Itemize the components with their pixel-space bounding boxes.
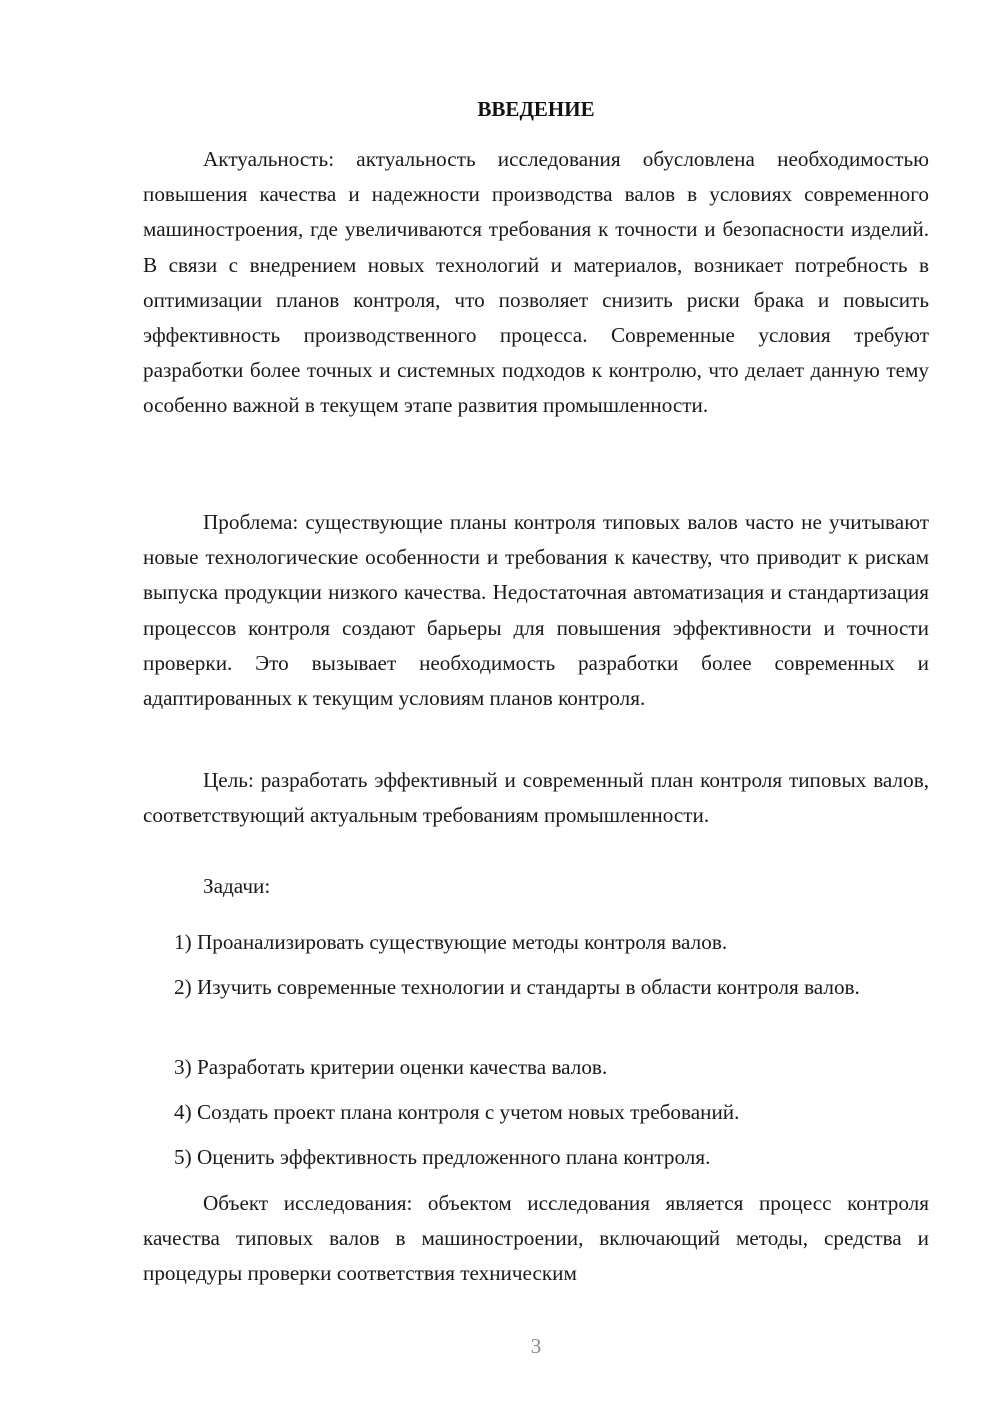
relevance-paragraph: Актуальность: актуальность исследования обусловлена необходимостью повышения качества и надежности производства валов в условиях современного машиностроения, где увеличиваются требования к точности и безопасности изделий. В связи с внедрением новых технологий и материалов, возникает потребность в оптимизации планов контроля, что позволяет снизить риски брака и повысить эффективность производственного процесса. Современные условия требуют разработки более точных и системных подходов к контролю, что делает данную тему особенно важной в текущем этапе развития промышленности.	[143, 147, 929, 418]
task-block-3	[143, 1050, 929, 1085]
problem-paragraph: Проблема: существующие планы контроля типовых валов часто не учитывают новые технологические особенности и требования к качеству, что приводит к рискам выпуска продукции низкого качества. Недостаточная автоматизация и стандартизация процессов контроля создают барьеры для повышения эффективности и точности проверки. Это вызывает необходимость разработки более современных и адаптированных к текущим условиям планов контроля.	[143, 510, 929, 711]
object-block	[143, 1186, 929, 1292]
relevance-block	[143, 142, 929, 424]
task-item-3: 3) Разработать критерии оценки качества валов.	[174, 1055, 608, 1079]
task-block-4	[143, 1095, 929, 1130]
tasks-label: Задачи:	[203, 874, 271, 898]
problem-block	[143, 505, 929, 716]
task-item-2: 2) Изучить современные технологии и стандарты в области контроля валов.	[174, 975, 860, 999]
page-number: 3	[530, 1334, 542, 1358]
task-block-2	[143, 970, 929, 1005]
goal-paragraph: Цель: разработать эффективный и современный план контроля типовых валов, соответствующий актуальным требованиям промышленности.	[143, 768, 929, 828]
task-item-5: 5) Оценить эффективность предложенного плана контроля.	[174, 1145, 711, 1169]
tasks-label-block	[143, 869, 929, 904]
task-block-5	[143, 1140, 929, 1175]
object-paragraph: Объект исследования: объектом исследования является процесс контроля качества типовых валов в машиностроении, включающий методы, средства и процедуры проверки соответствия техническим	[143, 1191, 929, 1286]
section-heading: ВВЕДЕНИЕ	[477, 97, 595, 121]
task-item-4: 4) Создать проект плана контроля с учетом новых требований.	[174, 1100, 740, 1124]
task-item-1: 1) Проанализировать существующие методы контроля валов.	[174, 930, 728, 954]
task-block-1	[143, 925, 929, 960]
goal-block	[143, 763, 929, 833]
